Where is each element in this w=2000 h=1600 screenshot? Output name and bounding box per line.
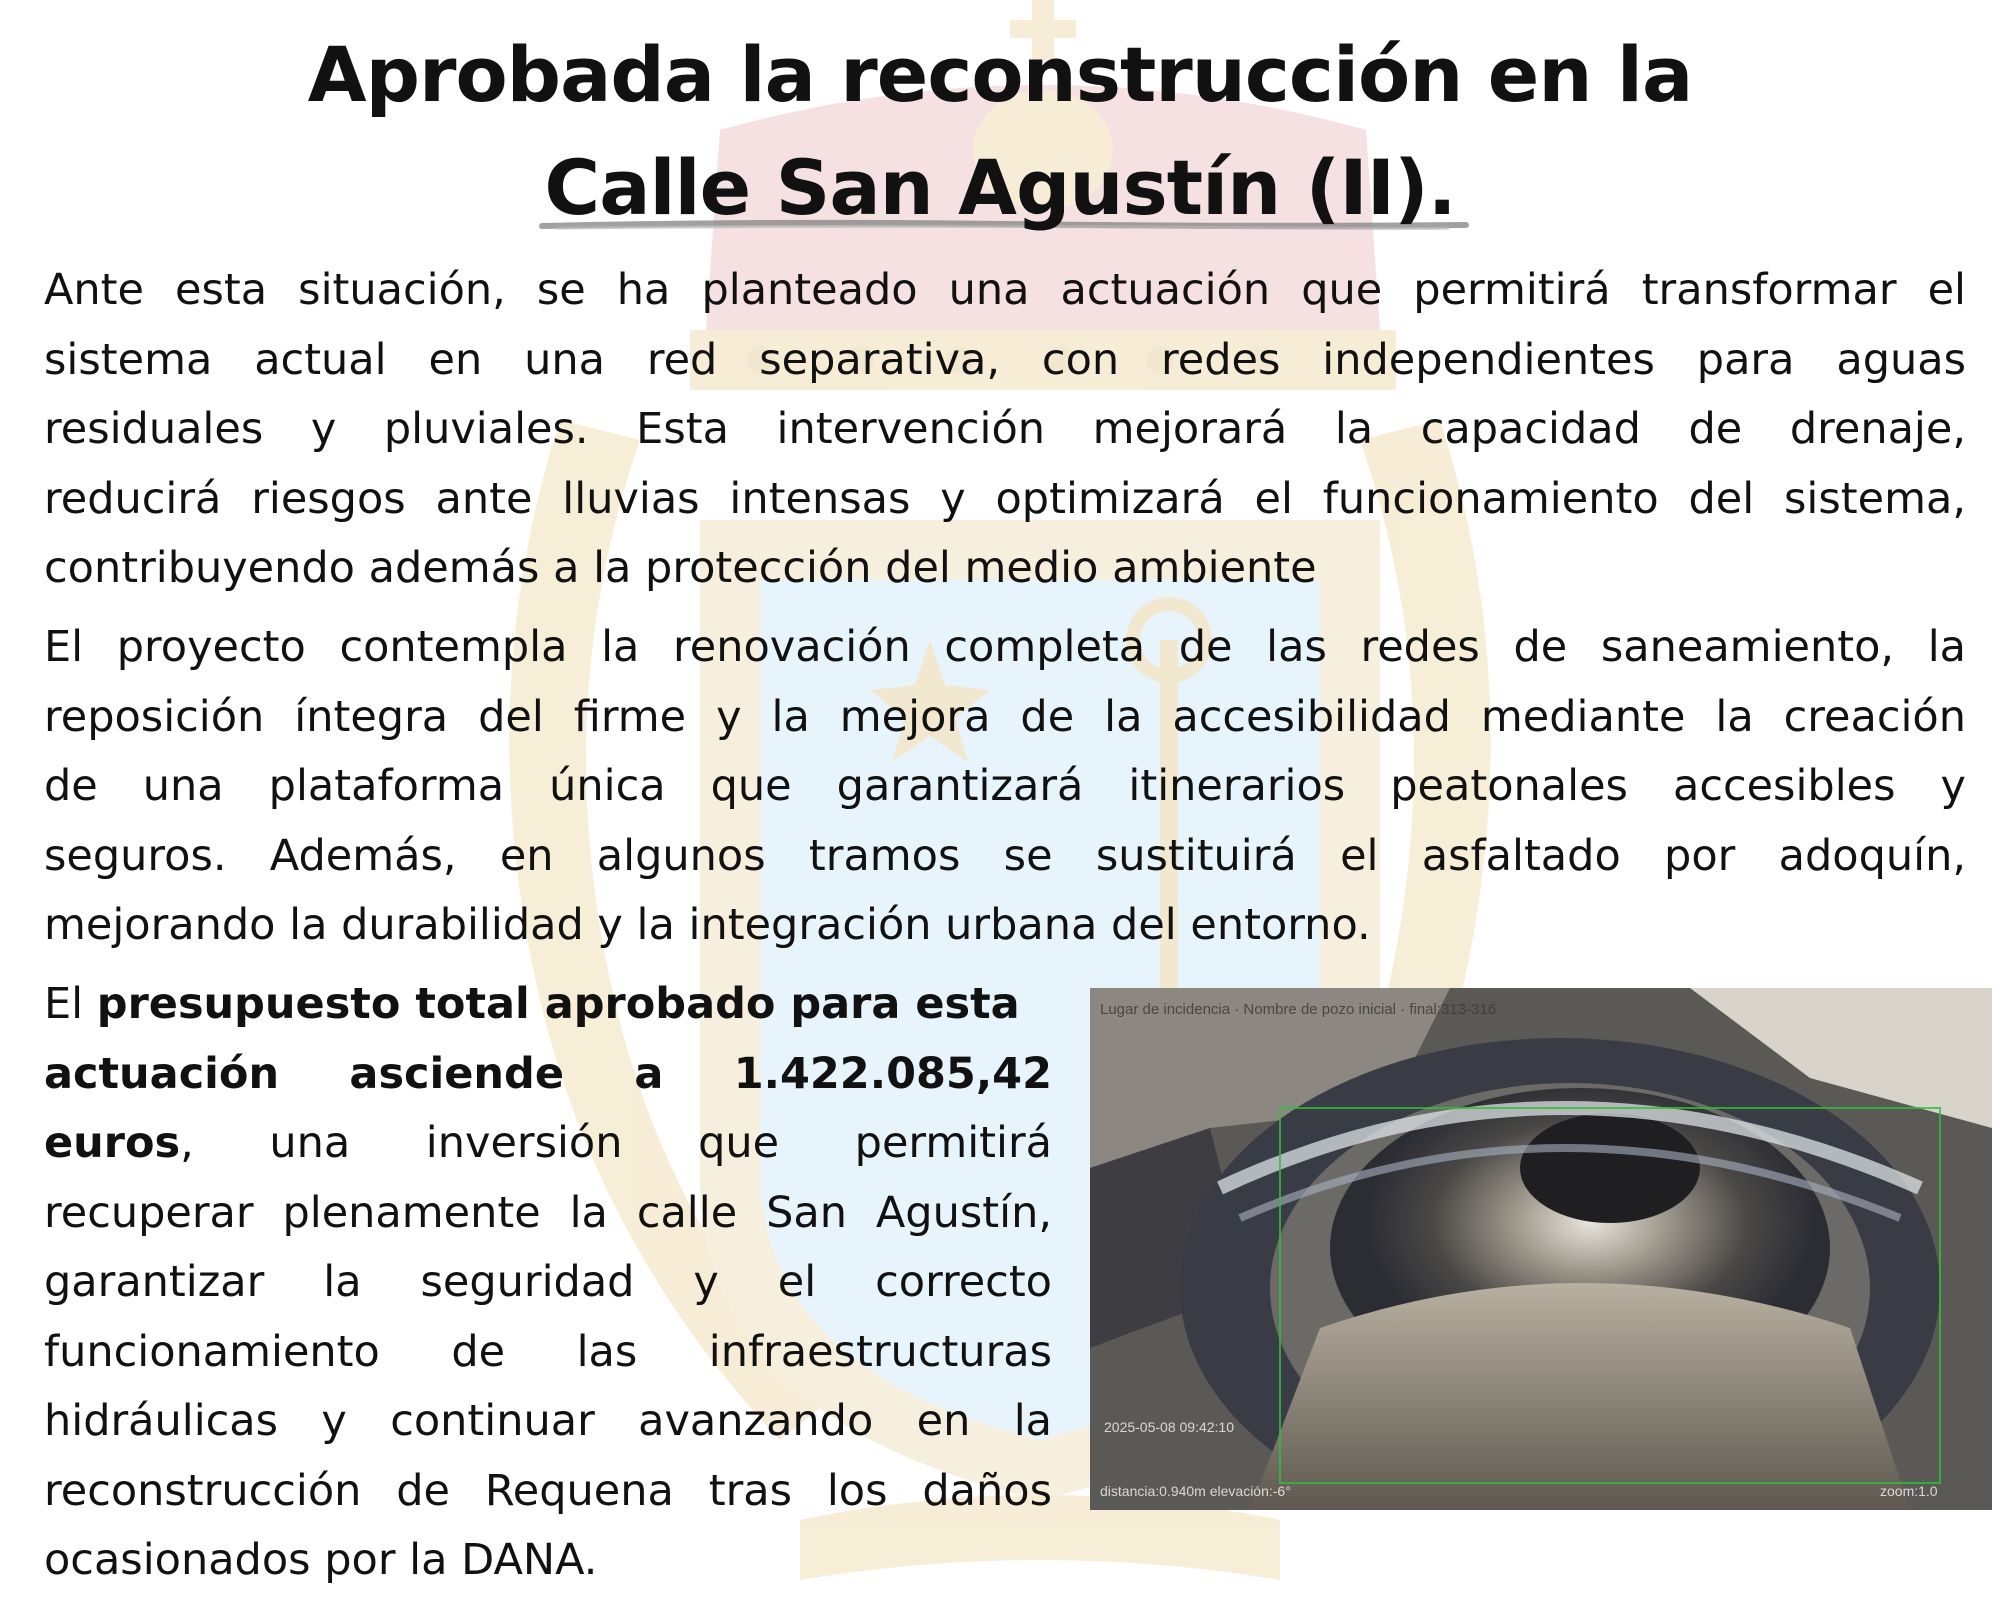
paragraph-3-line: recuperar plenamente la calle San Agustín, [44, 1187, 1052, 1238]
paragraph-3-line [44, 970, 1052, 1040]
paragraph-3-line: reconstrucción de Requena tras los daños [44, 1465, 1052, 1516]
budget-highlight: presupuesto total aprobado para esta [96, 979, 1020, 1029]
page-title [0, 18, 2000, 244]
budget-amount: actuación asciende a 1.422.085,42 [44, 1048, 1052, 1099]
paragraph-2-line: mejorando la durabilidad y la integración urbana del entorno. [44, 900, 1371, 950]
budget-lead: El [44, 979, 97, 1029]
budget-continuation: , una inversión que permitirá [180, 1118, 1052, 1168]
paragraph-2-line: de una plataforma única que garantizará itinerarios peatonales accesibles y [44, 761, 1966, 811]
paragraph-2-line: seguros. Además, en algunos tramos se sustituirá el asfaltado por adoquín, [44, 830, 1966, 881]
photo-overlay-timestamp: 2025-05-08 09:42:10 [1104, 1419, 1234, 1435]
paragraph-3-line [44, 1109, 1052, 1179]
title-line-2: Calle San Agustín (II). [544, 143, 1456, 232]
budget-currency: euros [44, 1118, 181, 1168]
paragraph-3-line: garantizar la seguridad y el correcto [44, 1257, 1052, 1307]
paragraph-3-line: ocasionados por la DANA. [44, 1535, 598, 1585]
paragraph-1-line: contribuyendo además a la protección del medio ambiente [44, 543, 1317, 593]
sewer-pipe-inspection-photo [1090, 988, 1992, 1510]
title-line-1: Aprobada la reconstrucción en la [307, 30, 1693, 119]
paragraph-3-line: hidráulicas y continuar avanzando en la [44, 1396, 1052, 1446]
paragraph-2 [44, 613, 1966, 961]
paragraph-1-line: residuales y pluviales. Esta intervención mejorará la capacidad de drenaje, [44, 404, 1966, 454]
paragraph-1-line: Ante esta situación, se ha planteado una actuación que permitirá transformar el [44, 265, 1966, 315]
photo-overlay-zoom: zoom:1.0 [1880, 1483, 1938, 1499]
photo-overlay-header: Lugar de incidencia · Nombre de pozo inicial · final:313-316 [1100, 1001, 1497, 1018]
paragraph-2-line: reposición íntegra del firme y la mejora de la accesibilidad mediante la creación [44, 691, 1966, 742]
paragraph-1-line: sistema actual en una red separativa, con redes independientes para aguas [44, 334, 1966, 385]
paragraph-3-budget [44, 970, 1052, 1596]
paragraph-3-line: funcionamiento de las infraestructuras [44, 1326, 1052, 1377]
paragraph-1-line: reducirá riesgos ante lluvias intensas y optimizará el funcionamiento del sistema, [44, 473, 1966, 524]
paragraph-1 [44, 256, 1966, 604]
paragraph-2-line: El proyecto contempla la renovación completa de las redes de saneamiento, la [44, 622, 1966, 672]
paragraph-3-line [44, 1040, 1052, 1110]
photo-overlay-distance: distancia:0.940m elevación:-6° [1100, 1483, 1291, 1499]
